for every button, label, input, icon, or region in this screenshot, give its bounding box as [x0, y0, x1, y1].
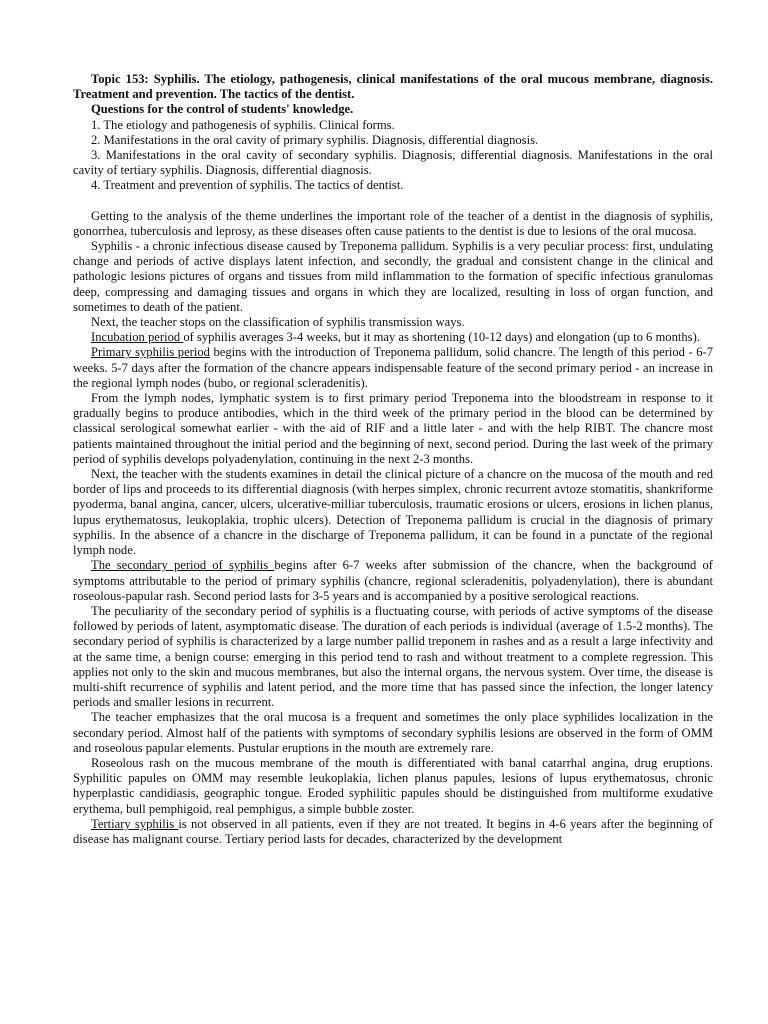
paragraph-peculiarity: The peculiarity of the secondary period of syphilis is a fluctuating course, with periods of active symptoms of the disease followed by periods of latent, asymptomatic disease. The duration of each periods is individual (average of 1.5-2 months). The secondary period of syphilis is characterized by a large number pallid treponem in rashes and as a result a large infectivity and at the same time, a benign course: emerging in this period tend to rash and without treatment to a complete regression. This applies not only to the skin and mucous membranes, but also the internal organs, the nervous system. Over time, the disease is multi-shift recurrence of syphilis and latent period, and the more time that has passed since the infection, the longer latency periods and smaller lesions in recurrent.	[73, 603, 713, 710]
paragraph-emphasis: The teacher emphasizes that the oral mucosa is a frequent and sometimes the only place syphilides localization in the secondary period. Almost half of the patients with symptoms of secondary syphilis lesions are observed in the form of OMM and roseolous papular elements. Pustular eruptions in the mouth are extremely rare.	[73, 710, 713, 755]
paragraph-secondary	[73, 558, 713, 604]
document-page	[73, 72, 713, 847]
questions-heading: Questions for the control of students' knowledge.	[91, 102, 354, 117]
question-item: 3. Manifestations in the oral cavity of secondary syphilis. Diagnosis, differential diagnosis. Manifestations in the oral cavity of tertiary syphilis. Diagnosis, differential diagnosis.	[73, 148, 713, 178]
paragraph-chancre: Next, the teacher with the students examines in detail the clinical picture of a chancre on the mucosa of the mouth and red border of lips and proceeds to its differential diagnosis (with herpes simplex, chronic recurrent avtoze stomatitis, shankriforme pyoderma, banal angina, cancer, ulcers, ulcerative-milliar tuberculosis, traumatic erosions or ulcers, erosions in lichen planus, lupus erythematosus, leukoplakia, trophic ulcers). Detection of Treponema pallidum is crucial in the diagnosis of primary syphilis. In the absence of a chancre in the discharge of Treponema pallidum, it can be found in a punctate of the regional lymph node.	[73, 467, 713, 558]
secondary-period-term: The secondary period of syphilis	[91, 558, 275, 573]
paragraph-definition: Syphilis - a chronic infectious disease caused by Treponema pallidum. Syphilis is a very peculiar process: first, undulating change and periods of active displays latent infection, and secondly, the gradual and consistent change in the clinical and pathologic lesions pictures of organs and tissues from mild inflammation to the formation of specific infectious granulomas deep, compressing and damaging tissues and organs in which they are localized, resulting in loss of organ function, and sometimes to death of the patient.	[73, 239, 713, 314]
question-item: 2. Manifestations in the oral cavity of primary syphilis. Diagnosis, differential diagnosis.	[91, 132, 539, 147]
paragraph-primary	[73, 345, 713, 391]
tertiary-period-term: Tertiary syphilis	[91, 816, 179, 831]
incubation-period-text: of syphilis averages 3-4 weeks, but it may as shortening (10-12 days) and elongation (up to 6 months).	[183, 330, 700, 345]
document-title: Topic 153: Syphilis. The etiology, pathogenesis, clinical manifestations of the oral mucous membrane, diagnosis. Treatment and prevention. The tactics of the dentist.	[73, 72, 713, 102]
primary-period-text: begins with the introduction of Treponema pallidum, solid chancre. The length of this period - 6-7 weeks. 5-7 days after the formation of the chancre appears indispensable feature of the second primary period - an increase in the regional lymph nodes (bubo, or regional scleradenitis).	[73, 345, 713, 390]
paragraph-tertiary	[73, 817, 713, 847]
question-item: 4. Treatment and prevention of syphilis. The tactics of dentist.	[91, 178, 404, 193]
paragraph-intro: Getting to the analysis of the theme underlines the important role of the teacher of a dentist in the diagnosis of syphilis, gonorrhea, tuberculosis and leprosy, as these diseases often cause patients to the dentist is due to lesions of the oral mucosa.	[73, 208, 713, 238]
primary-period-term: Primary syphilis period	[91, 345, 210, 360]
paragraph-roseolous: Roseolous rash on the mucous membrane of the mouth is differentiated with banal catarrhal angina, drug eruptions. Syphilitic papules on OMM may resemble leukoplakia, lichen planus papules, lesions of lupus erythematosus, chronic hyperplastic candidiasis, geographic tongue. Eroded syphilitic papules should be distinguished from multiforme exudative erythema, bull pemphigoid, real pemphigus, a simple bubble zoster.	[73, 755, 713, 816]
paragraph-lymph: From the lymph nodes, lymphatic system is to first primary period Treponema into the bloodstream in response to it gradually begins to produce antibodies, which in the third week of the primary period in the blood can be determined by classical serological somewhat earlier - with the aid of RIF and a little later - and with the help RIBT. The chancre most patients maintained throughout the initial period and the beginning of next, second period. During the last week of the primary period of syphilis develops polyadenylation, continuing in the next 2-3 months.	[73, 391, 713, 466]
question-item: 1. The etiology and pathogenesis of syphilis. Clinical forms.	[91, 117, 395, 132]
paragraph-classification: Next, the teacher stops on the classification of syphilis transmission ways.	[91, 315, 465, 330]
tertiary-period-text: is not observed in all patients, even if they are not treated. It begins in 4-6 years after the beginning of disease has malignant course. Tertiary period lasts for decades, characterized by the development	[73, 816, 713, 846]
incubation-period-term: Incubation period	[91, 330, 184, 345]
secondary-period-text: begins after 6-7 weeks after submission of the chancre, when the background of symptoms attributable to the period of primary syphilis (chancre, regional scleradenitis, polyadenylation), there is abundant roseolous-papular rash. Second period lasts for 3-5 years and is accompanied by a positive serological reactions.	[73, 558, 714, 603]
paragraph-incubation	[73, 330, 713, 345]
blank-line	[73, 194, 713, 209]
